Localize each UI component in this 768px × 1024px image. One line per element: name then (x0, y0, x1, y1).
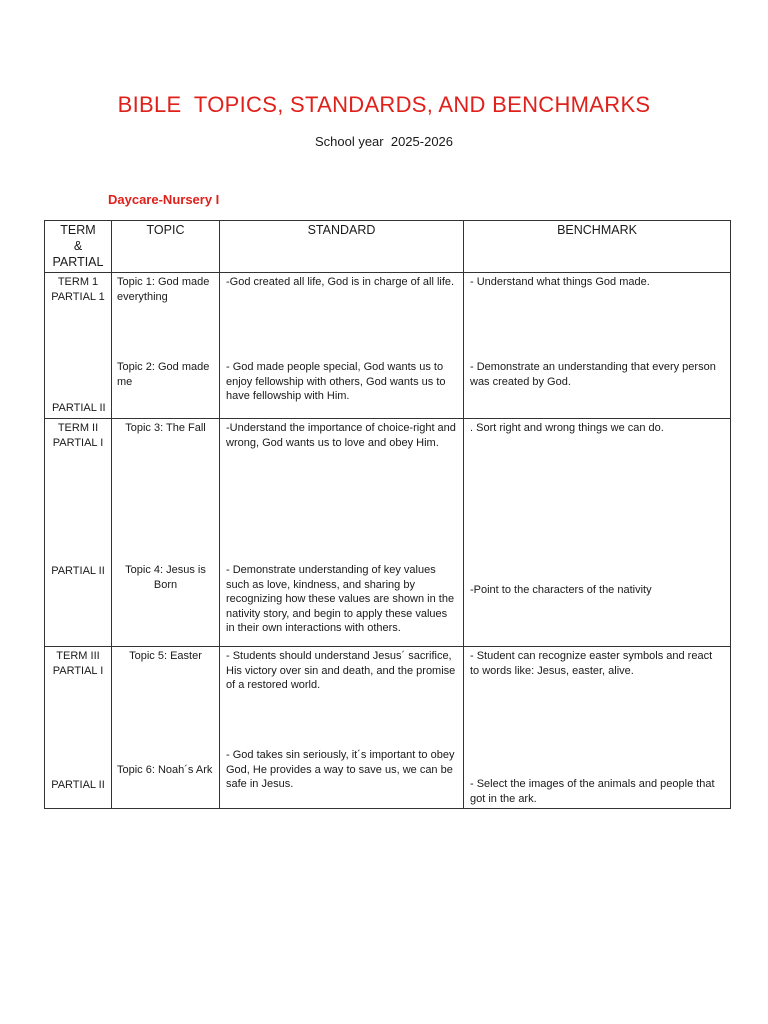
term-cell (45, 647, 112, 809)
benchmark-cell (464, 647, 731, 809)
topic-text: Topic 2: God made me (117, 361, 210, 388)
header-term (45, 221, 112, 273)
table-row (45, 647, 731, 809)
term-cell (45, 273, 112, 419)
benchmark-cell (464, 419, 731, 647)
topic-cell (112, 273, 220, 419)
standard-cell (220, 273, 464, 419)
standard-text: -Understand the importance of choice-right and wrong, God wants us to love and obey Him. (226, 422, 456, 449)
header-standard: STANDARD (220, 221, 464, 273)
benchmark-text: -Point to the characters of the nativity (470, 584, 652, 596)
curriculum-table (44, 220, 731, 809)
term-label: TERM 1 (57, 276, 99, 288)
topic-text: Topic 1: God made everything (117, 276, 210, 303)
standard-cell (220, 647, 464, 809)
benchmark-text: - Demonstrate an understanding that every person was created by God. (470, 361, 716, 388)
topic-text: Topic 5: Easter (129, 650, 202, 662)
standard-text: -God created all life, God is in charge of all life. (226, 276, 455, 288)
table-row (45, 273, 731, 419)
page-title: BIBLE TOPICS, STANDARDS, AND BENCHMARKS (117, 92, 651, 117)
school-year: School year 2025-2026 (314, 134, 454, 149)
term-cell (45, 419, 112, 647)
partial-label: PARTIAL 1 (51, 290, 105, 303)
benchmark-cell (464, 273, 731, 419)
partial-label: PARTIAL II (51, 778, 105, 791)
topic-cell (112, 647, 220, 809)
benchmark-text: - Select the images of the animals and people that got in the ark. (470, 778, 715, 805)
benchmark-text: - Understand what things God made. (470, 276, 650, 288)
partial-label: PARTIAL I (52, 664, 104, 677)
topic-text: Topic 4: Jesus is Born (125, 564, 206, 591)
topic-text: Topic 3: The Fall (125, 422, 206, 434)
partial-label: PARTIAL II (52, 401, 106, 414)
benchmark-text: . Sort right and wrong things we can do. (470, 422, 664, 434)
term-label: TERM II (57, 422, 99, 434)
topic-text: Topic 6: Noah´s Ark (117, 764, 213, 776)
standard-cell (220, 419, 464, 647)
standard-text: - Students should understand Jesus´ sacrifice, His victory over sin and death, and the promise of a restored world. (226, 650, 456, 691)
header-term-label: TERM & PARTIAL (52, 223, 104, 269)
header-topic: TOPIC (112, 221, 220, 273)
partial-label: PARTIAL II (51, 564, 105, 577)
standard-text: - God made people special, God wants us to enjoy fellowship with others, God wants us to have fellowship with Him. (226, 361, 446, 402)
term-label: TERM III (56, 650, 100, 662)
section-heading: Daycare-Nursery I (108, 192, 220, 207)
benchmark-text: - Student can recognize easter symbols and react to words like: Jesus, easter, alive. (470, 650, 713, 677)
header-row (45, 221, 731, 273)
topic-cell (112, 419, 220, 647)
table-row (45, 419, 731, 647)
standard-text: - God takes sin seriously, it´s important to obey God, He provides a way to save us, we can be safe in Jesus. (226, 749, 455, 790)
header-benchmark: BENCHMARK (464, 221, 731, 273)
partial-label: PARTIAL I (52, 436, 104, 449)
standard-text: - Demonstrate understanding of key values such as love, kindness, and sharing by recognizing how these values are shown in the nativity story, and begin to apply these values in their own interactions with others. (226, 564, 455, 634)
